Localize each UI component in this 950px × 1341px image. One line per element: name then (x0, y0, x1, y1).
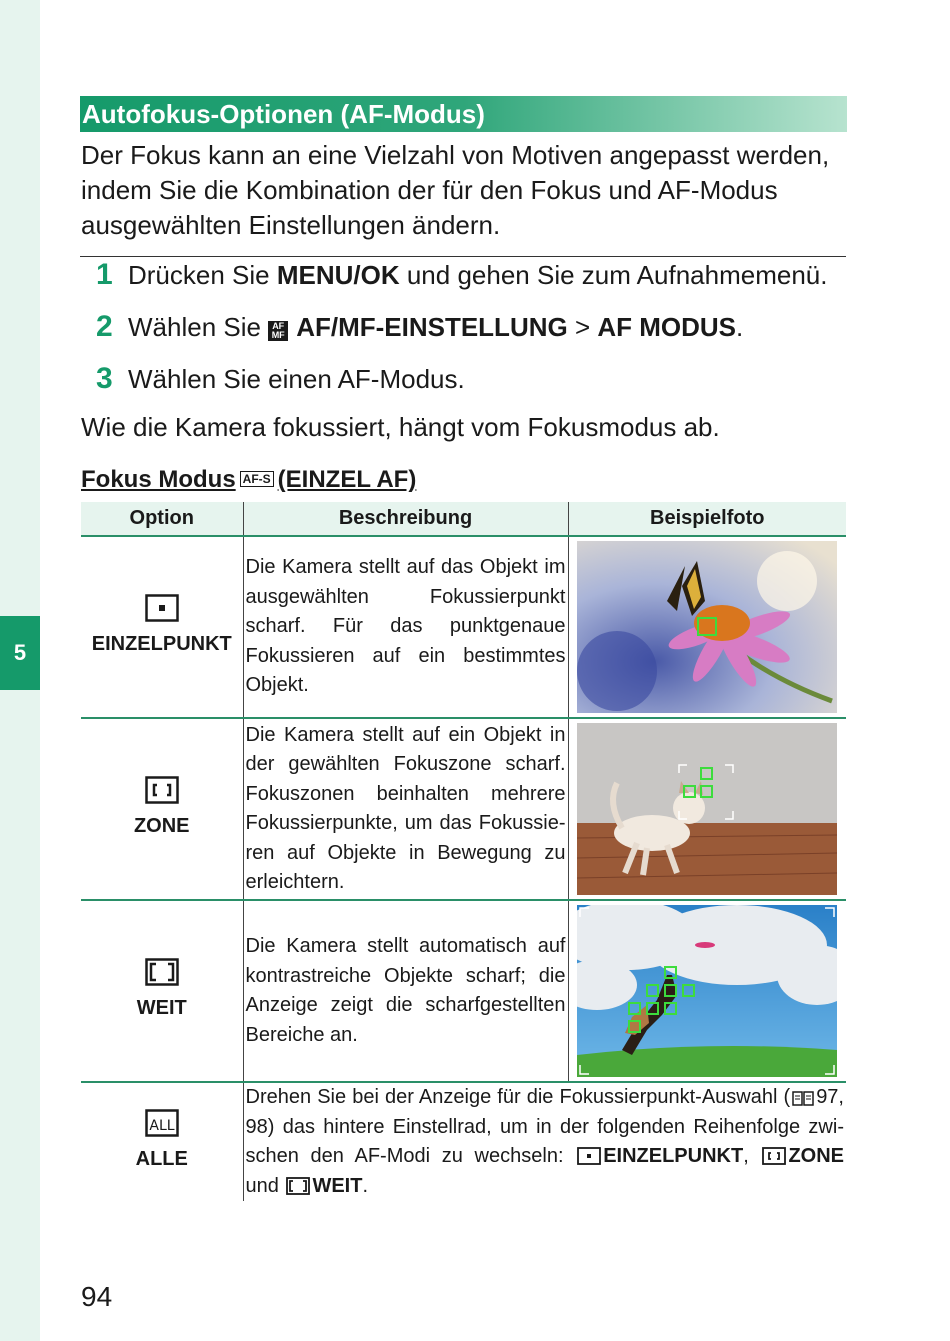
divider (80, 256, 846, 257)
step-text: und gehen Sie zum Aufnahmemenü. (399, 260, 828, 290)
desc-text: ) das hintere Einstellrad, um in der folgenden Reihenfolge zwischen den AF-Modi zu wechseln: (245, 1115, 844, 1167)
step-number: 1 (96, 258, 113, 291)
column-header-option: Option (81, 502, 243, 536)
description-cell: Die Kamera stellt automatisch auf kontrastreiche Objekte scharf; die Anzeige zeigt die scharfgestellten Bereiche an. (243, 900, 568, 1082)
section-title: Autofokus-Optionen (AF-Modus) (80, 96, 847, 132)
step-1 (96, 258, 827, 298)
step-text: Drücken Sie (128, 260, 277, 290)
page-number: 94 (81, 1281, 113, 1312)
description-cell: Drehen Sie bei der Anzeige für die Fokussierpunkt-Auswahl ( 97, 98) das hintere Einstellrad, um in der folgenden Reihenfolge zwischen den AF-Modi zu wechseln: EINZELPUNKT, ZONE und WEIT. (243, 1082, 846, 1201)
table-row (81, 718, 846, 900)
dog-frisbee-photo (577, 905, 837, 1077)
zone-icon (762, 1147, 786, 1165)
mode-ref-wide: WEIT (312, 1174, 363, 1197)
note-text: Wie die Kamera fokussiert, hängt vom Fokusmodus ab. (81, 412, 720, 442)
photo-cell (568, 718, 846, 900)
af-mf-icon: AF MF (268, 321, 288, 341)
menu-path-separator: > (567, 312, 598, 342)
wide-icon (145, 958, 179, 986)
option-cell (81, 718, 243, 900)
menu-path-1: AF/MF-EINSTELLUNG (296, 312, 568, 342)
chapter-tab[interactable] (0, 616, 40, 690)
book-icon (792, 1090, 814, 1106)
mode-ref-zone: ZONE (788, 1145, 844, 1167)
mode-name: ZONE (133, 815, 190, 838)
wide-icon (286, 1177, 310, 1195)
step-3 (96, 362, 465, 402)
single-point-icon (145, 594, 179, 622)
svg-text:ALL: ALL (149, 1118, 175, 1135)
table-row (81, 1082, 846, 1201)
butterfly-flower-photo (577, 541, 837, 713)
step-text: Wählen Sie einen AF-Modus. (128, 364, 465, 394)
step-number: 2 (96, 310, 113, 343)
description-cell: Die Kamera stellt auf ein Objekt in der gewählten Fokuszone scharf. Fokuszonen beinhalten mehrere Fokussierpunkte, um das Fokussieren auf Objekte in Bewegung zu erleichtern. (243, 718, 568, 900)
table-row (81, 536, 846, 718)
option-cell (81, 536, 243, 718)
column-header-photo: Beispielfoto (568, 502, 846, 536)
af-s-icon: AF-S (240, 471, 274, 487)
mode-name: WEIT (136, 997, 187, 1020)
menu-ok-label: MENU/OK (276, 260, 400, 290)
desc-text: Drehen Sie bei der Anzeige für die Fokussierpunkt-Auswahl ( (245, 1086, 791, 1108)
option-cell (81, 1082, 243, 1201)
chapter-number: 5 (13, 640, 27, 665)
mode-name: EINZELPUNKT (91, 633, 232, 656)
menu-path-2: AF MODUS (597, 312, 737, 342)
desc-text: , (743, 1145, 749, 1167)
heading-text: Fokus Modus (81, 466, 236, 493)
all-icon (145, 1109, 179, 1137)
photo-cell (568, 536, 846, 718)
step-text: Wählen Sie (128, 312, 269, 342)
photo-cell (568, 900, 846, 1082)
intro-paragraph: Der Fokus kann an eine Vielzahl von Motiven angepasst werden, indem Sie die Kombination der für den Fokus und AF-Modus ausgewählten Einstellungen ändern. (81, 140, 830, 240)
step-text: . (736, 312, 744, 342)
zone-icon (145, 776, 179, 804)
table-row (81, 900, 846, 1082)
step-2 (96, 310, 743, 350)
kitten-photo (577, 723, 837, 895)
mode-ref-single: EINZELPUNKT (603, 1145, 744, 1167)
column-header-description: Beschreibung (243, 502, 568, 536)
single-point-icon (577, 1147, 601, 1165)
description-cell: Die Kamera stellt auf das Objekt im ausgewählten Fokussierpunkt scharf. Für das punktgenaue Fokussieren auf ein bestimmtes Objekt. (243, 536, 568, 718)
desc-text: und (245, 1174, 279, 1197)
page-reference[interactable]: 97, 98 (245, 1086, 844, 1138)
mode-name: ALLE (135, 1148, 188, 1171)
focus-mode-table (81, 502, 846, 1201)
option-cell (81, 900, 243, 1082)
table-heading (81, 466, 416, 494)
heading-text: (EINZEL AF) (277, 466, 417, 493)
step-number: 3 (96, 362, 113, 395)
